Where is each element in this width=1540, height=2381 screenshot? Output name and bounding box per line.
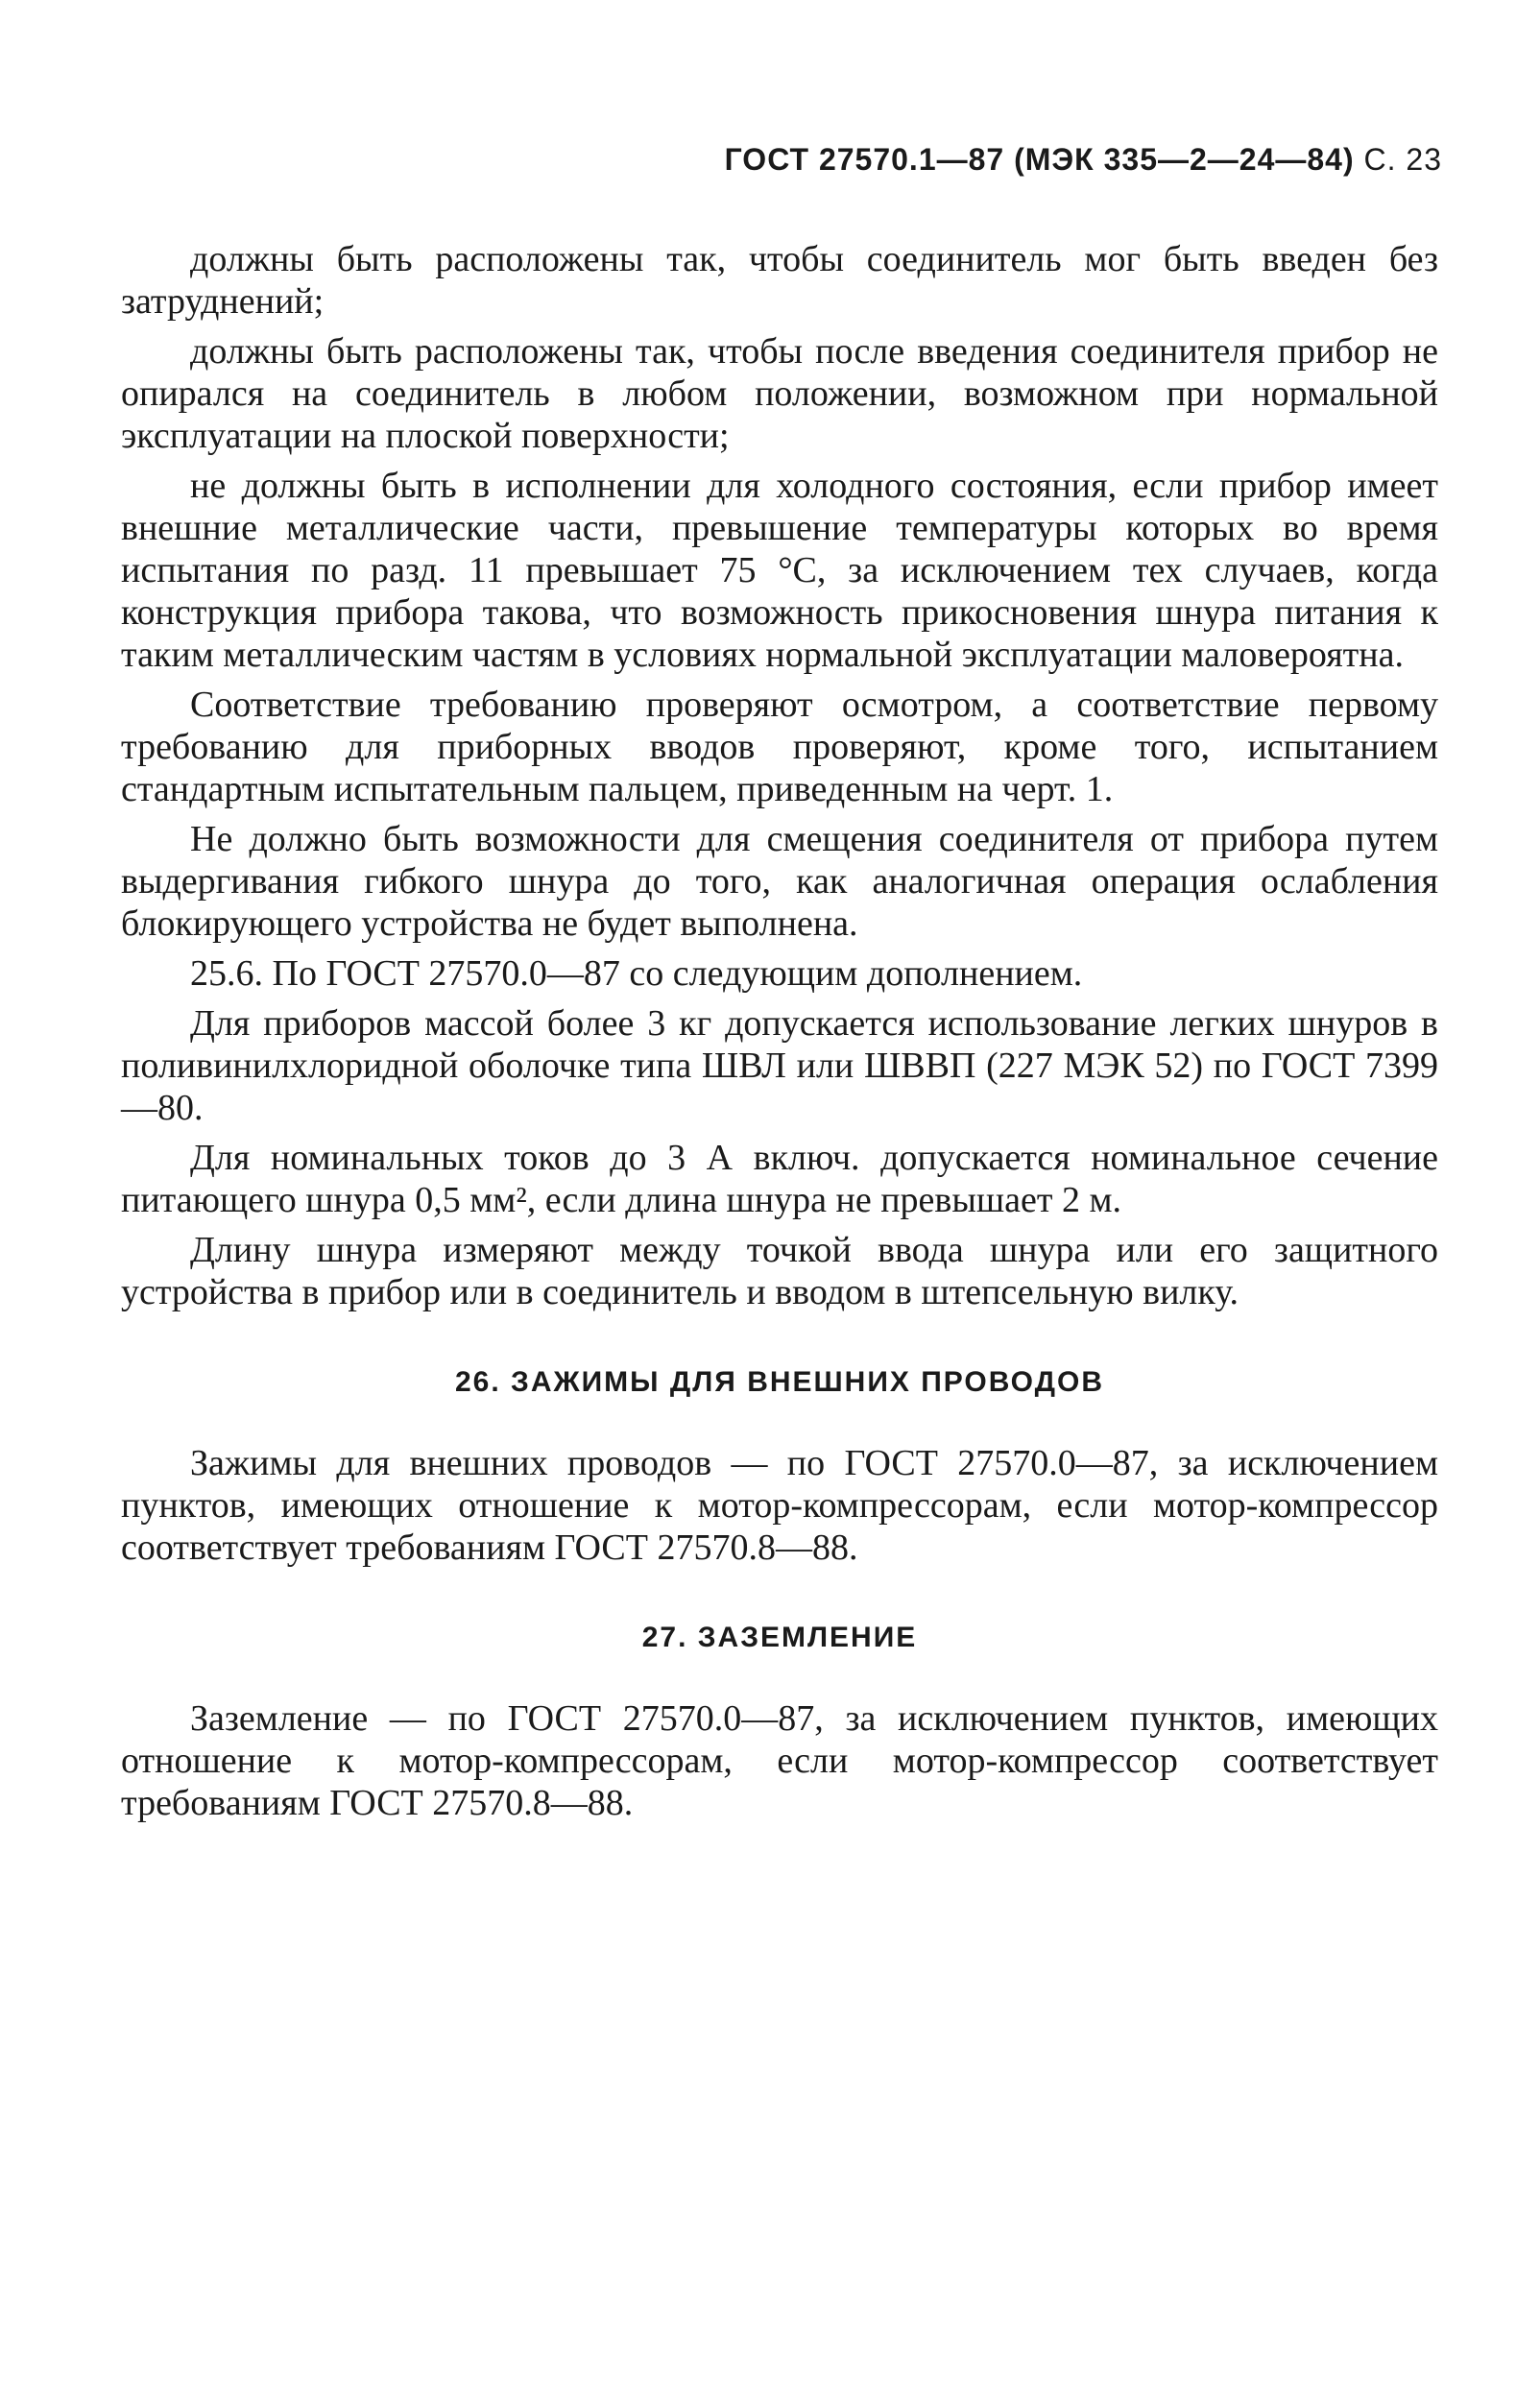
section-27-heading: 27. ЗАЗЕМЛЕНИЕ bbox=[641, 1622, 918, 1653]
paragraph: Длину шнура измеряют между точкой ввода шнура или его защитного устройства в прибор или в соединитель и вводом в штепсельную вилку. bbox=[121, 1230, 1438, 1312]
standard-designation: ГОСТ 27570.1—87 (МЭК 335—2—24—84) bbox=[724, 142, 1355, 177]
paragraph: Соответствие требованию проверяют осмотром, а соответствие первому требованию для приборных вводов проверяют, кроме того, испытанием стандартным испытательным пальцем, приведенным на черт. 1. bbox=[121, 685, 1438, 809]
page-number: С. 23 bbox=[1363, 142, 1442, 177]
paragraph: должны быть расположены так, чтобы соединитель мог быть введен без затруднений; bbox=[121, 239, 1438, 322]
page-header bbox=[725, 142, 1442, 178]
section-26-text: Зажимы для внешних проводов — по ГОСТ 27570.0—87, за исключением пунктов, имеющих отношение к мотор-компрессорам, если мотор-компрессор соответствует требованиям ГОСТ 27570.8—88. bbox=[121, 1443, 1438, 1568]
paragraph: Для приборов массой более 3 кг допускается использование легких шнуров в поливинилхлоридной оболочке типа ШВЛ или ШВВП (227 МЭК 52) по ГОСТ 7399—80. bbox=[121, 1003, 1438, 1128]
paragraph: Не должно быть возможности для смещения соединителя от прибора путем выдергивания гибкого шнура до того, как аналогичная операция ослабления блокирующего устройства не будет выполнена. bbox=[121, 819, 1438, 944]
section-26-heading: 26. ЗАЖИМЫ ДЛЯ ВНЕШНИХ ПРОВОДОВ bbox=[455, 1366, 1104, 1398]
paragraph: Для номинальных токов до 3 А включ. допускается номинальное сечение питающего шнура 0,5 мм², если длина шнура не превышает 2 м. bbox=[121, 1138, 1438, 1220]
document-body bbox=[121, 238, 1438, 1832]
paragraph: должны быть расположены так, чтобы после введения соединителя прибор не опирался на соединитель в любом положении, возможном при нормальной эксплуатации на плоской поверхности; bbox=[121, 331, 1438, 456]
paragraph: не должны быть в исполнении для холодного состояния, если прибор имеет внешние металлические части, превышение температуры которых во время испытания по разд. 11 превышает 75 °С, за исключением тех случаев, когда конструкция прибора такова, что возможность прикосновения шнура питания к таким металлическим частям в условиях нормальной эксплуатации маловероятна. bbox=[121, 466, 1438, 675]
clause-25-6: 25.6. По ГОСТ 27570.0—87 со следующим дополнением. bbox=[190, 953, 1083, 994]
section-27-text: Заземление — по ГОСТ 27570.0—87, за исключением пунктов, имеющих отношение к мотор-компрессорам, если мотор-компрессор соответствует требованиям ГОСТ 27570.8—88. bbox=[121, 1698, 1438, 1823]
